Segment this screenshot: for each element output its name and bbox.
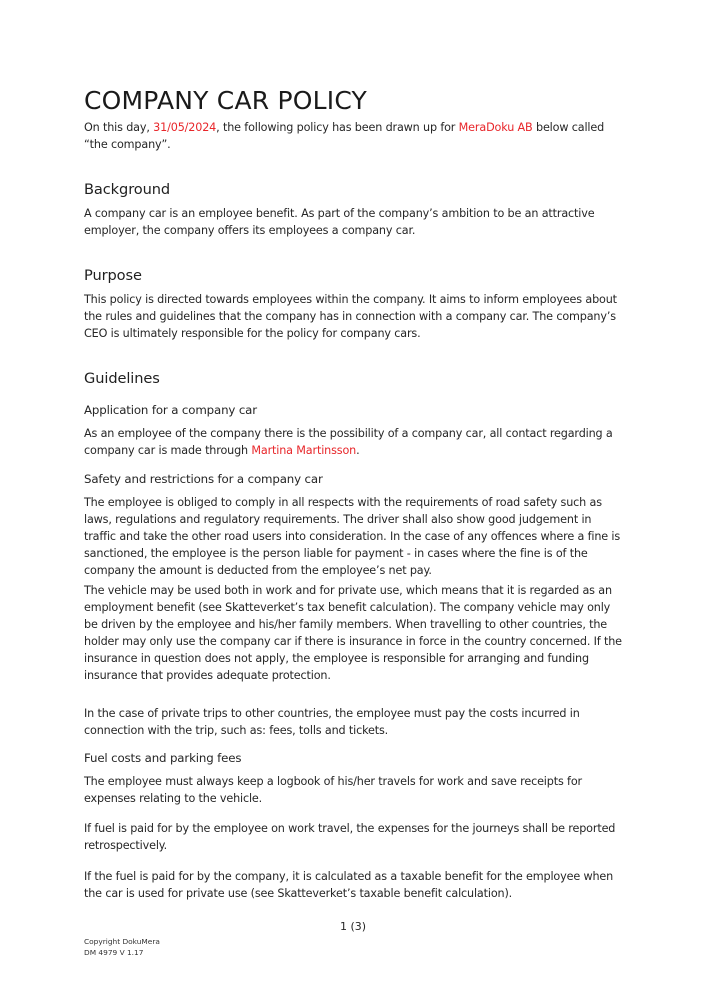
footer-doc-id: DM 4979 V 1.17 — [84, 948, 144, 957]
intro-suffix: below called “the company”. — [84, 121, 605, 151]
intro-prefix: On this day, — [84, 121, 154, 134]
contact-person: Martina Martinsson — [251, 444, 357, 457]
fuel-paragraph: The employee must always keep a logbook of his/her travels for work and save receipts for expenses relating to the vehicle. — [84, 775, 582, 805]
intro-paragraph — [84, 119, 624, 153]
background-heading: Background — [84, 181, 171, 198]
fuel-heading: Fuel costs and parking fees — [84, 751, 242, 765]
application-text-prefix: As an employee of the company there is the possibility of a company car, all contact regarding a company car is made through — [84, 427, 613, 457]
background-text: A company car is an employee benefit. As part of the company’s ambition to be an attractive employer, the company offers its employees a company car. — [84, 207, 595, 237]
document-title: COMPANY CAR POLICY — [84, 86, 368, 115]
document-footer — [84, 936, 160, 958]
page-number: 1 (3) — [340, 920, 367, 933]
company-name: MeraDoku AB — [458, 121, 533, 134]
safety-paragraph: The employee is obliged to comply in all respects with the requirements of road safety such as laws, regulations and regulatory requirements. The driver shall also show good judgement in traffic and take the other road users into consideration. In the case of any offences where a fine is sanctioned, the employee is the person liable for payment - in cases where the fine is of the company the amount is deducted from the employee’s net pay. — [84, 496, 621, 577]
application-heading: Application for a company car — [84, 403, 257, 417]
purpose-heading: Purpose — [84, 267, 142, 284]
safety-heading: Safety and restrictions for a company car — [84, 472, 323, 486]
purpose-text: This policy is directed towards employees within the company. It aims to inform employees about the rules and guidelines that the company has in connection with a company car. The company’s CEO is ultimately responsible for the policy for company cars. — [84, 293, 617, 340]
safety-paragraph: In the case of private trips to other countries, the employee must pay the costs incurred in connection with the trip, such as: fees, tolls and tickets. — [84, 707, 580, 737]
guidelines-heading: Guidelines — [84, 370, 160, 387]
policy-date: 31/05/2024 — [153, 121, 217, 134]
application-text-suffix: . — [356, 444, 360, 457]
safety-paragraph: The vehicle may be used both in work and for private use, which means that it is regarded as an employment benefit (see Skatteverket’s tax benefit calculation). The company vehicle may only be driven by the employee and his/her family members. When travelling to other countries, the holder may only use the company car if there is insurance in force in the country concerned. If the insurance in question does not apply, the employee is responsible for arranging and funding insurance that provides adequate protection. — [84, 584, 622, 682]
fuel-paragraph: If the fuel is paid for by the company, it is calculated as a taxable benefit for the employee when the car is used for private use (see Skatteverket’s taxable benefit calculation). — [84, 870, 614, 900]
application-text — [84, 425, 624, 459]
intro-middle: , the following policy has been drawn up for — [216, 121, 459, 134]
footer-copyright: Copyright DokuMera — [84, 937, 160, 946]
fuel-paragraph: If fuel is paid for by the employee on work travel, the expenses for the journeys shall be reported retrospectively. — [84, 822, 616, 852]
